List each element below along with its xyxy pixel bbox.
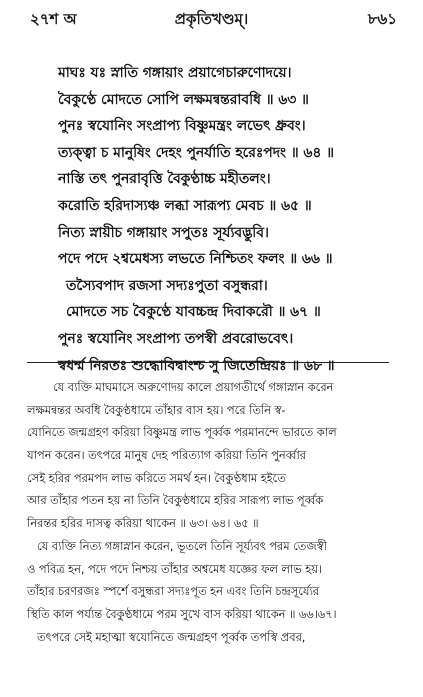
commentary-line: নিরন্তর হরির দাসত্ব করিয়া থাকেন ॥ ৬৩। ৬৪। ৬৫ ॥ <box>27 516 259 531</box>
commentary-line: লক্ষমন্বন্তর অবধি বৈকুণ্ঠধামে তাঁহার বাস হয়। পরে তিনি স্ব- <box>27 402 286 417</box>
section-divider <box>27 362 389 363</box>
verse-line: পুনঃ স্বযোনিং সংপ্রাপ্য বিষ্ণুমন্ত্রং লভেৎ ধ্রুবং। <box>58 118 306 135</box>
running-title: প্রকৃতিখণ্ডম্। <box>174 10 249 28</box>
bengali-commentary <box>27 376 399 648</box>
verse-line: পদে পদে ২শ্বমেধস্য লভতে নিশ্চিতং ফলং ॥ ৬৬ ॥ <box>58 251 333 268</box>
verse-line: পুনঃ স্বযোনিং সংপ্রাপ্য তপস্বী প্রবরোভবেৎ। <box>58 330 294 347</box>
verse-line: মাঘঃ যঃ স্নাতি গঙ্গায়াং প্রয়াগেচারুণোদয়ে। <box>58 65 292 81</box>
page-header <box>0 0 423 40</box>
verse-line: ত্যক্ত্বা চ মানুষিং দেহং পুনর্যাতি হরেঃপদং ॥ ৬৪ ॥ <box>58 144 334 161</box>
commentary-line: যোনিতে জন্মগ্রহণ করিয়া বিষ্ণুমন্ত্র লাভ পূর্ব্বক পরমানন্দে ভারতে কাল <box>27 425 337 440</box>
verse-line: স্বধর্ম্ম নিরতঃ শুদ্ধোবিদ্বাংশ্চ সু জিতেন্দ্রিয়ঃ ॥ ৬৮ ॥ <box>58 357 335 374</box>
verse-line: মোদতে সচ বৈকুণ্ঠে যাবচ্চন্দ্র দিবাকরৌ ॥ ৬৭ ॥ <box>66 304 321 321</box>
verse-line: নাস্তি তৎ পুনরাবৃত্তি বৈকুণ্ঠাচ্চ মহীতলং। <box>58 171 271 188</box>
commentary-line: যে ব্যক্তি মাঘমাসে অরুণোদয় কালে প্রয়াগতীর্থে গঙ্গাস্নান করেন <box>53 380 334 394</box>
verse-line: করোতি হরিদাস্যঞ্চ লব্ধা সারূপ্য মেবচ ॥ ৬৫ ॥ <box>58 197 312 214</box>
commentary-line: যাপন করেন। তৎপরে মানুষ দেহ পরিত্যাগ করিয়া তিনি পুনর্ব্বার <box>27 448 306 463</box>
commentary-line: যে ব্যক্তি নিত্য গঙ্গাস্নান করেন, ভূতলে তিনি সূর্য্যবৎ পরম তেজস্বী <box>37 538 327 553</box>
verse-line: নিত্য স্নায়ীচ গঙ্গায়াং সপুতঃ সূর্য্যবদ্ভুবি। <box>58 224 269 241</box>
commentary-line: ও পবিত্র হন, পদে পদে নিশ্চয় তাঁহার অশ্বমেধ যজ্ঞের ফল লাভ হয়। <box>27 561 322 576</box>
commentary-line: সেই হরির পরমপদ লাভ করিতে সমর্থ হন। বৈকুণ্ঠধাম হইতে <box>27 470 286 485</box>
commentary-line: তাঁহার চরণরজঃ স্পর্শে বসুন্ধরা সদ্যঃপূত হন এবং তিনি চন্দ্রসূর্য্যের <box>27 584 320 599</box>
verse-line: বৈকুণ্ঠে মোদতে সোপি লক্ষমন্বন্তরাবধি ॥ ৬৩ ॥ <box>58 91 309 108</box>
page-number: ৮৬১ <box>367 10 397 28</box>
commentary-line: স্থিতি কাল পর্য্যন্ত বৈকুণ্ঠধামে পরম সুখে বাস করিয়া থাকেন ॥ ৬৬।৬৭। <box>27 606 337 621</box>
verse-line: তস্যৈবপাদ রজসা সদ্যঃপুতা বসুন্ধরা। <box>66 277 268 294</box>
commentary-line: আর তাঁহার পতন হয় না তিনি বৈকুণ্ঠধামে হরির সারূপ্য লাভ পূর্ব্বক <box>27 493 324 508</box>
commentary-line: তৎপরে সেই মহাত্মা স্বযোনিতে জন্মগ্রহণ পূর্ব্বক তপস্বি প্রবর, <box>37 629 306 644</box>
sanskrit-verses <box>58 60 408 379</box>
chapter-label: ২৭শ অ <box>30 10 77 28</box>
